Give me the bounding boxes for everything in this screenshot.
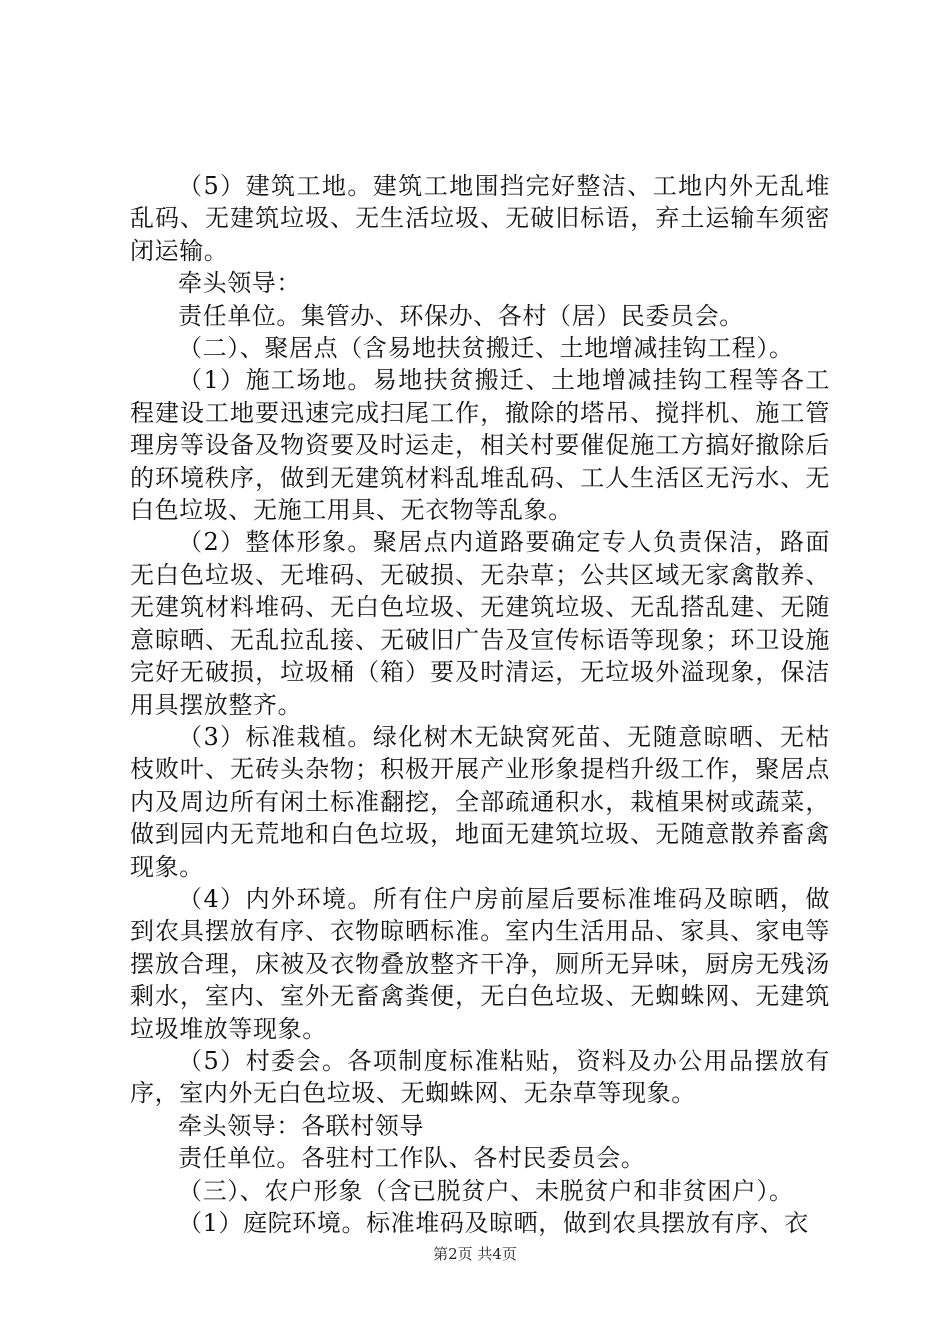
section-heading-households: （三）、农户形象（含已脱贫户、未脱贫户和非贫困户）。 [178, 1176, 794, 1205]
section-heading-settlements: （二）、聚居点（含易地扶贫搬迁、土地增减挂钩工程）。 [178, 334, 794, 363]
paragraph-construction-site: （5）建筑工地。建筑工地围挡完好整洁、工地内外无乱堆乱码、无建筑垃圾、无生活垃圾、无破旧标语，弃土运输车须密闭运输。 [130, 172, 830, 265]
paragraph-responsible-unit-2: 责任单位。各驻村工作队、各村民委员会。 [178, 1144, 646, 1173]
paragraph-lead-leader-1: 牵头领导： [178, 269, 301, 298]
paragraph-overall-image: （2）整体形象。聚居点内道路要确定专人负责保洁，路面无白色垃圾、无堆码、无破损、无杂草；公共区域无家禽散养、无建筑材料堆码、无白色垃圾、无建筑垃圾、无乱搭乱建、无随意晾晒、无乱拉乱接、无破旧广告及宣传标语等现象；环卫设施完好无破损，垃圾桶（箱）要及时清运，无垃圾外溢现象，保洁用具摆放整齐。 [130, 528, 830, 719]
paragraph-standard-planting: （3）标准栽植。绿化树木无缺窝死苗、无随意晾晒、无枯枝败叶、无砖头杂物；积极开展产业形象提档升级工作，聚居点内及周边所有闲土标准翻挖，全部疏通积水，栽植果树或蔬菜，做到园内无荒地和白色垃圾，地面无建筑垃圾、无随意散养畜禽现象。 [130, 722, 830, 881]
paragraph-courtyard-environment: （1）庭院环境。标准堆码及晾晒，做到农具摆放有序、衣 [178, 1209, 809, 1237]
paragraph-responsible-unit-1: 责任单位。集管办、环保办、各村（居）民委员会。 [178, 301, 744, 330]
paragraph-village-committee: （5）村委会。各项制度标准粘贴，资料及办公用品摆放有序，室内外无白色垃圾、无蜘蛛网、无杂草等现象。 [130, 1046, 830, 1108]
paragraph-construction-area: （1）施工场地。易地扶贫搬迁、土地增减挂钩工程等各工程建设工地要迅速完成扫尾工作，撤除的塔吊、搅拌机、施工管理房等设备及物资要及时运走，相关村要催促施工方搞好撤除后的环境秩序，做到无建筑材料乱堆乱码、工人生活区无污水、无白色垃圾、无施工用具、无衣物等乱象。 [130, 366, 830, 525]
paragraph-lead-leader-2: 牵头领导：各联村领导 [178, 1111, 424, 1140]
document-body [130, 170, 830, 1239]
page-number-footer: 第2页 共4页 [433, 1245, 517, 1263]
paragraph-inside-outside-environment: （4）内外环境。所有住户房前屋后要标准堆码及晾晒，做到农具摆放有序、衣物晾晒标准。室内生活用品、家具、家电等摆放合理，床被及衣物叠放整齐干净，厕所无异味，厨房无残汤剩水，室内、室外无畜禽粪便，无白色垃圾、无蜘蛛网、无建筑垃圾堆放等现象。 [130, 884, 830, 1043]
